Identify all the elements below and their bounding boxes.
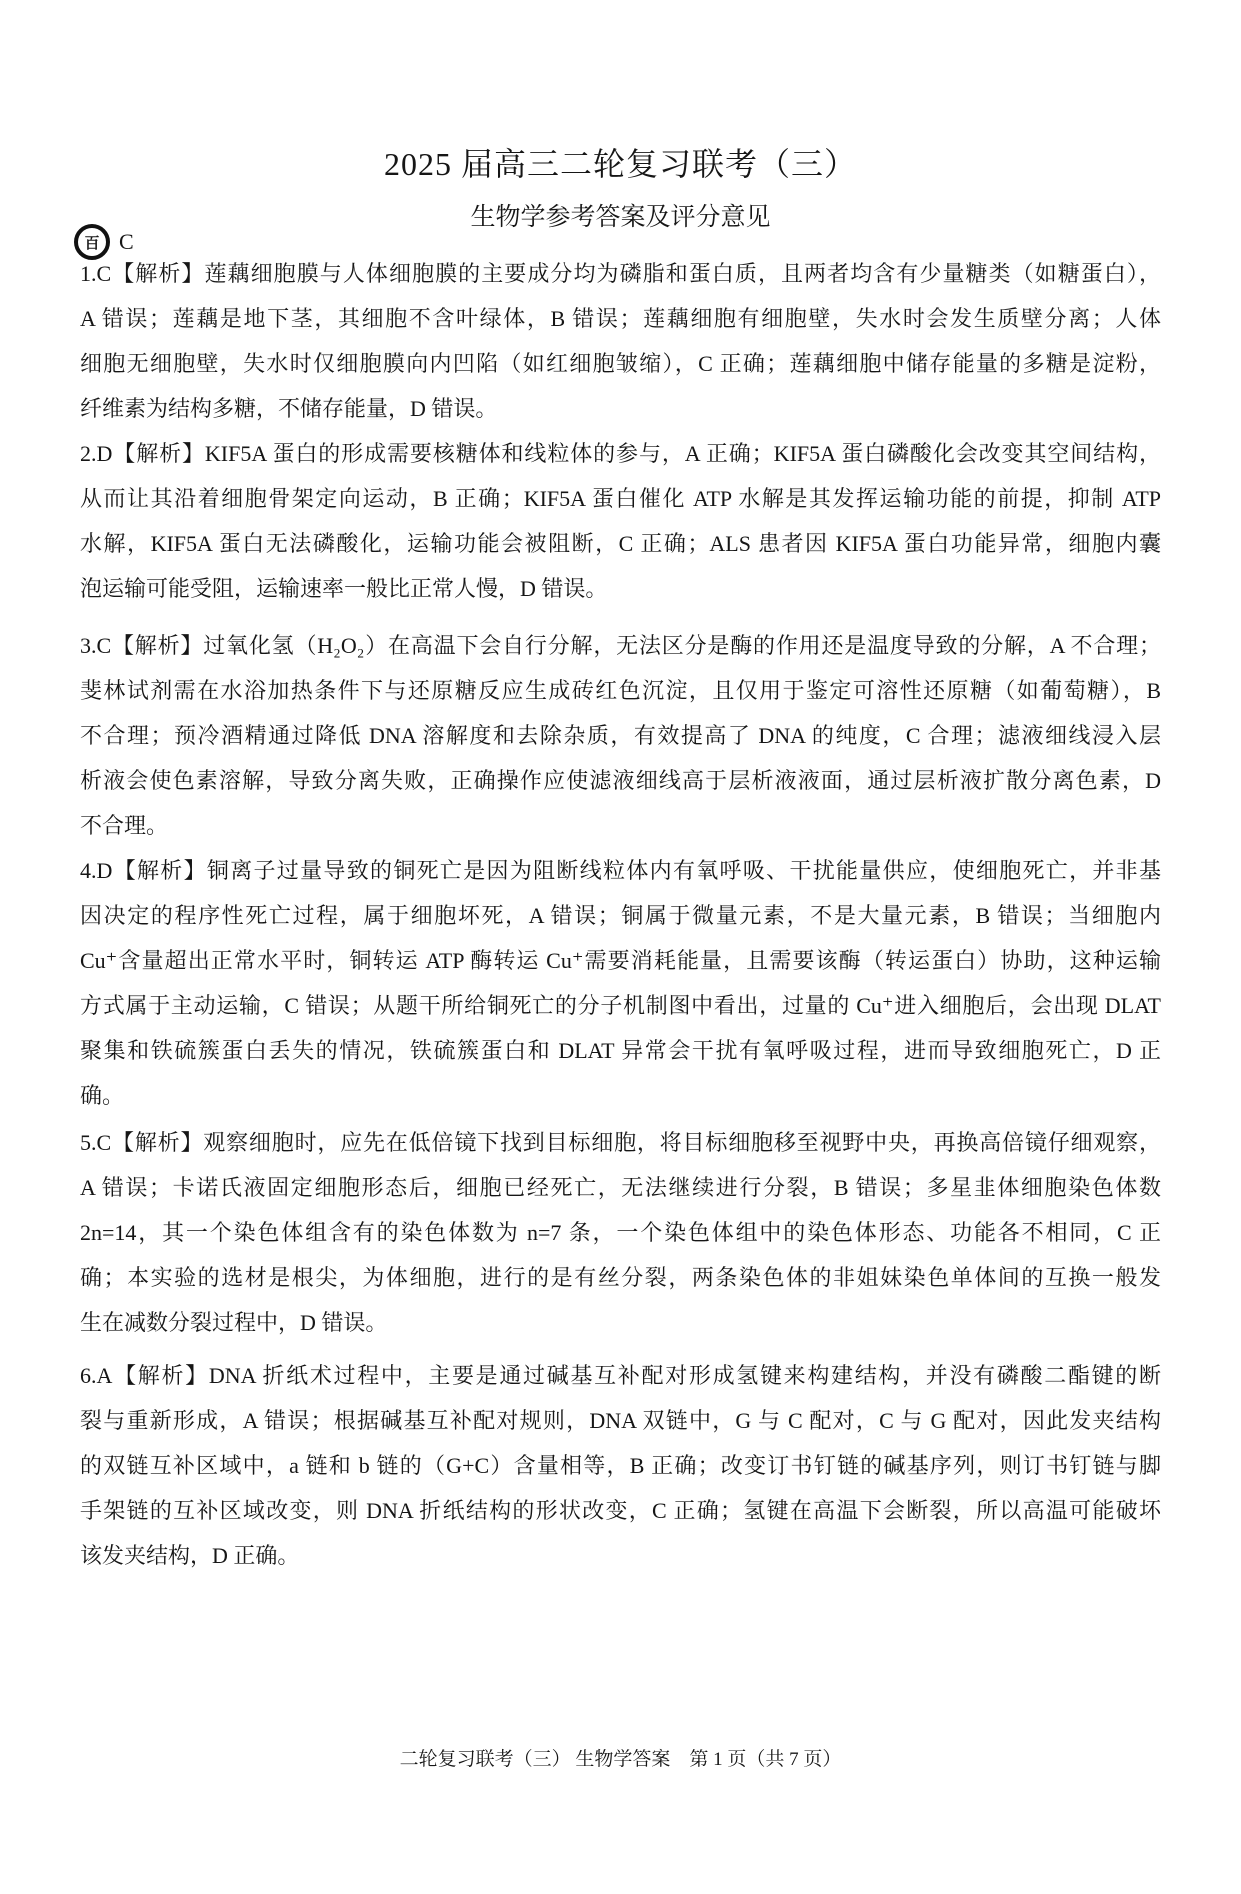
answer-2-explanation xyxy=(80,431,1161,611)
text-line: 细胞无细胞壁，失水时仅细胞膜向内凹陷（如红细胞皱缩），C 正确；莲藕细胞中储存能量的多糖是淀粉， xyxy=(80,351,1161,376)
text-line: 析液会使色素溶解，导致分离失败，正确操作应使滤液细线高于层析液液面，通过层析液扩散分离色素，D xyxy=(80,768,1161,793)
text-line: 裂与重新形成，A 错误；根据碱基互补配对规则，DNA 双链中，G 与 C 配对，C 与 G 配对，因此发夹结构 xyxy=(80,1408,1161,1433)
page-footer: 二轮复习联考（三） 生物学答案 第 1 页（共 7 页） xyxy=(399,1749,842,1770)
text-line: 不合理。 xyxy=(80,813,169,838)
text-line: 手架链的互补区域改变，则 DNA 折纸结构的形状改变，C 正确；氢键在高温下会断裂，所以高温可能破坏 xyxy=(80,1498,1161,1523)
logo-circle-icon: 百 xyxy=(74,224,110,260)
answer-4-explanation xyxy=(80,848,1161,1118)
text-line: 确。 xyxy=(80,1083,125,1108)
text-line: 的双链互补区域中，a 链和 b 链的（G+C）含量相等，B 正确；改变订书钉链的碱基序列，则订书钉链与脚 xyxy=(80,1453,1161,1478)
text-line: 生在减数分裂过程中，D 错误。 xyxy=(80,1310,388,1335)
page-title: 2025 届高三二轮复习联考（三） xyxy=(383,146,857,182)
answer-key-page xyxy=(0,140,1241,1894)
text-line: 纤维素为结构多糖，不储存能量，D 错误。 xyxy=(80,396,498,421)
answer-3-explanation xyxy=(80,623,1161,848)
text-line: 方式属于主动运输，C 错误；从题干所给铜死亡的分子机制图中看出，过量的 Cu⁺进入细胞后，会出现 DLAT xyxy=(80,993,1161,1018)
text-line: A 错误；卡诺氏液固定细胞形态后，细胞已经死亡，无法继续进行分裂，B 错误；多星韭体细胞染色体数 xyxy=(80,1175,1161,1200)
text-line: 该发夹结构，D 正确。 xyxy=(80,1543,300,1568)
logo-letter: C xyxy=(119,229,134,254)
answer-1-explanation xyxy=(80,251,1161,431)
text-line: 水解，KIF5A 蛋白无法磷酸化，运输功能会被阻断，C 正确；ALS 患者因 KIF5A 蛋白功能异常，细胞内囊 xyxy=(80,531,1161,556)
text-line: 4.D【解析】铜离子过量导致的铜死亡是因为阻断线粒体内有氧呼吸、干扰能量供应，使细胞死亡，并非基 xyxy=(80,858,1161,883)
text-line: 不合理；预冷酒精通过降低 DNA 溶解度和去除杂质，有效提高了 DNA 的纯度，C 合理；滤液细线浸入层 xyxy=(80,723,1161,748)
text-line: 因决定的程序性死亡过程，属于细胞坏死，A 错误；铜属于微量元素，不是大量元素，B 错误；当细胞内 xyxy=(80,903,1161,928)
text-line: 聚集和铁硫簇蛋白丢失的情况，铁硫簇蛋白和 DLAT 异常会干扰有氧呼吸过程，进而导致细胞死亡，D 正 xyxy=(80,1038,1161,1063)
text-line: 2.D【解析】KIF5A 蛋白的形成需要核糖体和线粒体的参与，A 正确；KIF5A 蛋白磷酸化会改变其空间结构， xyxy=(80,441,1161,466)
text-line: 泡运输可能受阻，运输速率一般比正常人慢，D 错误。 xyxy=(80,576,608,601)
publisher-logo xyxy=(74,224,134,260)
text-line: 6.A【解析】DNA 折纸术过程中，主要是通过碱基互补配对形成氢键来构建结构，并没有磷酸二酯键的断 xyxy=(80,1363,1161,1388)
answer-explanations xyxy=(80,251,1161,1578)
answer-5-explanation xyxy=(80,1120,1161,1345)
text-line: Cu⁺含量超出正常水平时，铜转运 ATP 酶转运 Cu⁺需要消耗能量，且需要该酶（转运蛋白）协助，这种运输 xyxy=(80,948,1161,973)
text-line: 3.C【解析】过氧化氢（H₂O₂）在高温下会自行分解，无法区分是酶的作用还是温度导致的分解，A 不合理； xyxy=(80,633,1161,658)
text-line: A 错误；莲藕是地下茎，其细胞不含叶绿体，B 错误；莲藕细胞有细胞壁，失水时会发生质壁分离；人体 xyxy=(80,306,1161,331)
text-line: 确；本实验的选材是根尖，为体细胞，进行的是有丝分裂，两条染色体的非姐妹染色单体间的互换一般发 xyxy=(80,1265,1161,1290)
text-line: 5.C【解析】观察细胞时，应先在低倍镜下找到目标细胞，将目标细胞移至视野中央，再换高倍镜仔细观察， xyxy=(80,1130,1161,1155)
answer-6-explanation xyxy=(80,1353,1161,1578)
page-subtitle: 生物学参考答案及评分意见 xyxy=(470,204,771,231)
text-line: 2n=14，其一个染色体组含有的染色体数为 n=7 条，一个染色体组中的染色体形态、功能各不相同，C 正 xyxy=(80,1220,1161,1245)
text-line: 斐林试剂需在水浴加热条件下与还原糖反应生成砖红色沉淀，且仅用于鉴定可溶性还原糖（如葡萄糖），B xyxy=(80,678,1161,703)
text-line: 从而让其沿着细胞骨架定向运动，B 正确；KIF5A 蛋白催化 ATP 水解是其发挥运输功能的前提，抑制 ATP xyxy=(80,486,1161,511)
text-line: 1.C【解析】莲藕细胞膜与人体细胞膜的主要成分均为磷脂和蛋白质，且两者均含有少量糖类（如糖蛋白）， xyxy=(80,261,1161,286)
